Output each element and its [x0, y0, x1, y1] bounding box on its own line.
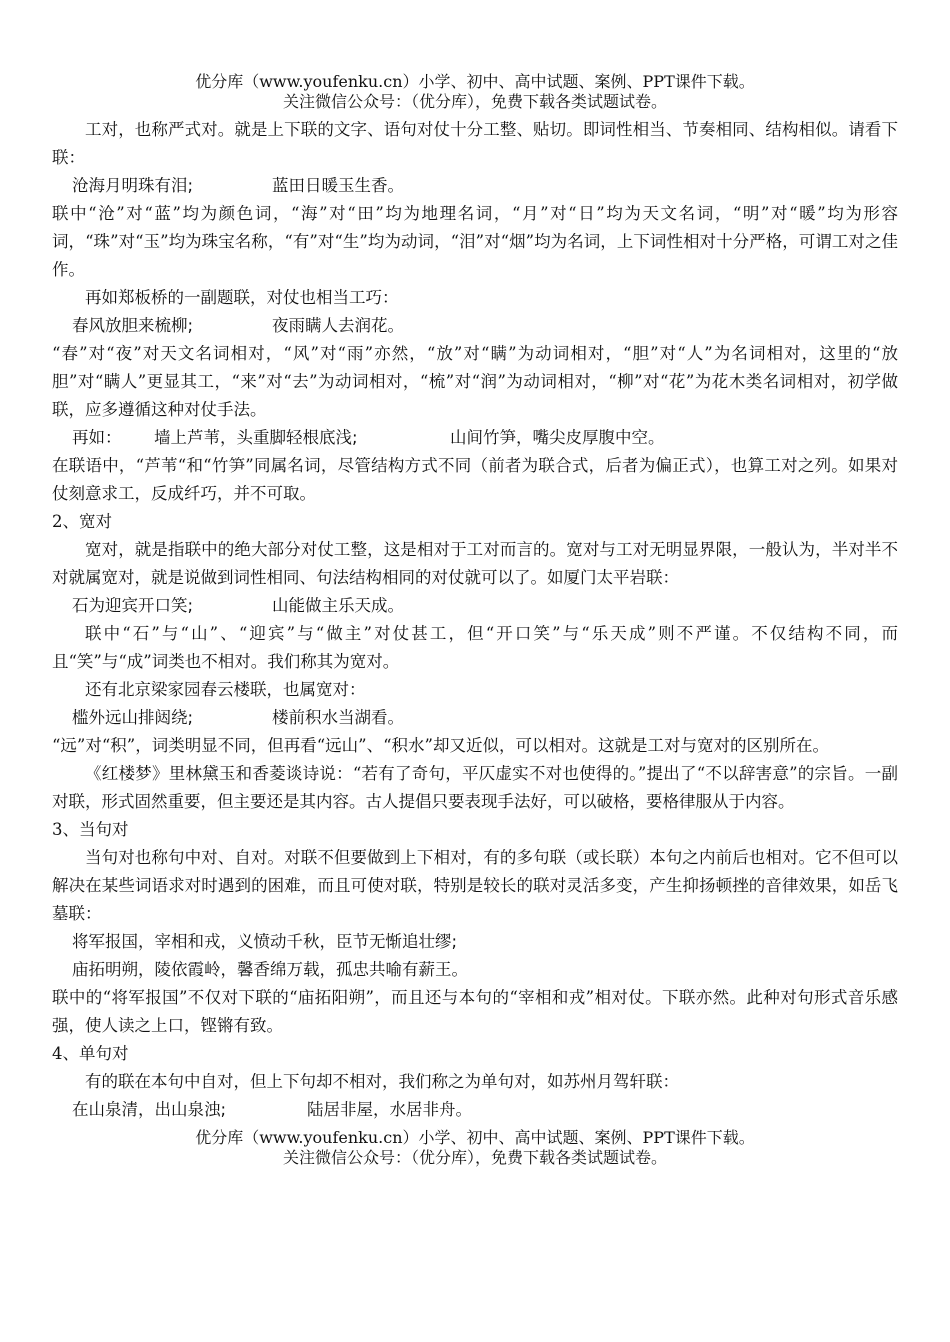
paragraph: 工对，也称严式对。就是上下联的文字、语句对仗十分工整、贴切。即词性相当、节奏相同、结构相似。请看下联： — [52, 120, 898, 167]
footer-line-2: 关注微信公众号：（优分库），免费下载各类试题试卷。 — [282, 1148, 667, 1167]
paragraph: 《红楼梦》里林黛玉和香菱谈诗说：“若有了奇句，平仄虚实不对也使得的。”提出了“不以辞害意”的宗旨。一副对联，形式固然重要，但主要还是其内容。古人提倡只要表现手法好，可以破格，要格律服从于内容。 — [52, 764, 898, 811]
section-heading: 4、单句对 — [52, 1044, 129, 1063]
couplet-second-line: 蓝田日暖玉生香。 — [272, 176, 404, 195]
couplet-lead: 再如： — [72, 428, 122, 447]
paragraph: “远”对“积”，词类明显不同，但再看“远山”、“积水”却又近似，可以相对。这就是工对与宽对的区别所在。 — [52, 736, 829, 755]
couplet-first-line: 墙上芦苇，头重脚轻根底浅; — [154, 428, 358, 447]
couplet-first-line: 春风放胆来梳柳; — [72, 316, 194, 335]
couplet-second-line: 山能做主乐天成。 — [272, 596, 404, 615]
paragraph: 联中“石”与“山”、“迎宾”与“做主”对仗甚工，但“开口笑”与“乐天成”则不严谨。不仅结构不同，而且“笑”与“成”词类也不相对。我们称其为宽对。 — [52, 624, 898, 671]
paragraph: 当句对也称句中对、自对。对联不但要做到上下相对，有的多句联（或长联）本句之内前后也相对。它不但可以解决在某些词语求对时遇到的困难，而且可使对联，特别是较长的联对灵活多变，产生抑扬顿挫的音律效果，如岳飞墓联： — [52, 848, 898, 923]
paragraph: 有的联在本句中自对，但上下句却不相对，我们称之为单句对，如苏州月驾轩联： — [85, 1072, 679, 1091]
paragraph: 再如郑板桥的一副题联，对仗也相当工巧： — [85, 288, 399, 307]
couplet-first-line: 石为迎宾开口笑; — [72, 596, 194, 615]
couplet-example — [52, 172, 898, 200]
couplet-first-line: 在山泉清，出山泉浊; — [72, 1100, 227, 1119]
section-heading: 2、宽对 — [52, 512, 112, 531]
paragraph: 宽对，就是指联中的绝大部分对仗工整，这是相对于工对而言的。宽对与工对无明显界限，一般认为，半对半不对就属宽对，就是说做到词性相同、句法结构相同的对仗就可以了。如厦门太平岩联： — [52, 540, 898, 587]
couplet-example — [52, 312, 898, 340]
paragraph: 在联语中，“芦苇“和“竹笋”同属名词，尽管结构方式不同（前者为联合式，后者为偏正式），也算工对之列。如果对仗刻意求工，反成纤巧，并不可取。 — [52, 456, 898, 503]
header-line-1: 优分库（www.youfenku.cn）小学、初中、高中试题、案例、PPT课件下载。 — [195, 72, 755, 91]
header-line-2: 关注微信公众号：（优分库），免费下载各类试题试卷。 — [282, 92, 667, 111]
paragraph: 联中的“将军报国”不仅对下联的“庙拓阳朔”，而且还与本句的“宰相和戎”相对仗。下联亦然。此种对句形式音乐感强，使人读之上口，铿锵有致。 — [52, 988, 898, 1035]
couplet-example — [52, 704, 898, 732]
couplet-example — [52, 592, 898, 620]
paragraph: 还有北京梁家园春云楼联，也属宽对： — [85, 680, 366, 699]
paragraph: 联中“沧”对“蓝”均为颜色词，“海”对“田”均为地理名词，“月”对“日”均为天文名词，“明”对“暖”均为形容词，“珠”对“玉”均为珠宝名称，“有”对“生”均为动词，“泪”对“烟”均为名词，上下词性相对十分严格，可谓工对之佳作。 — [52, 204, 898, 279]
couplet-second-line: 陆居非屋，水居非舟。 — [307, 1100, 472, 1119]
couplet-second-line: 楼前积水当湖看。 — [272, 708, 404, 727]
couplet-example — [52, 1096, 898, 1124]
couplet-second-line: 山间竹笋，嘴尖皮厚腹中空。 — [450, 428, 665, 447]
page-footer — [52, 1128, 898, 1168]
section-heading: 3、当句对 — [52, 820, 129, 839]
footer-line-1: 优分库（www.youfenku.cn）小学、初中、高中试题、案例、PPT课件下载。 — [195, 1128, 755, 1147]
page-header — [52, 72, 898, 112]
couplet-second-line: 庙拓明朔，陵依霞岭，馨香绵万载，孤忠共喻有薪王。 — [72, 960, 468, 979]
couplet-first-line: 槛外远山排闼绕; — [72, 708, 194, 727]
paragraph: “春”对“夜”对天文名词相对，“风”对“雨”亦然，“放”对“瞒”为动词相对，“胆”对“人”为名词相对，这里的“放胆”对“瞒人”更显其工，“来”对“去”为动词相对，“梳”对“润”为动词相对，“柳”对“花”为花木类名词相对，初学做联，应多遵循这种对仗手法。 — [52, 344, 898, 419]
couplet-first-line: 沧海月明珠有泪; — [72, 176, 194, 195]
couplet-example — [52, 424, 898, 452]
couplet-second-line: 夜雨瞒人去润花。 — [272, 316, 404, 335]
couplet-first-line: 将军报国，宰相和戎，义愤动千秋，臣节无惭追壮缪; — [72, 932, 458, 951]
